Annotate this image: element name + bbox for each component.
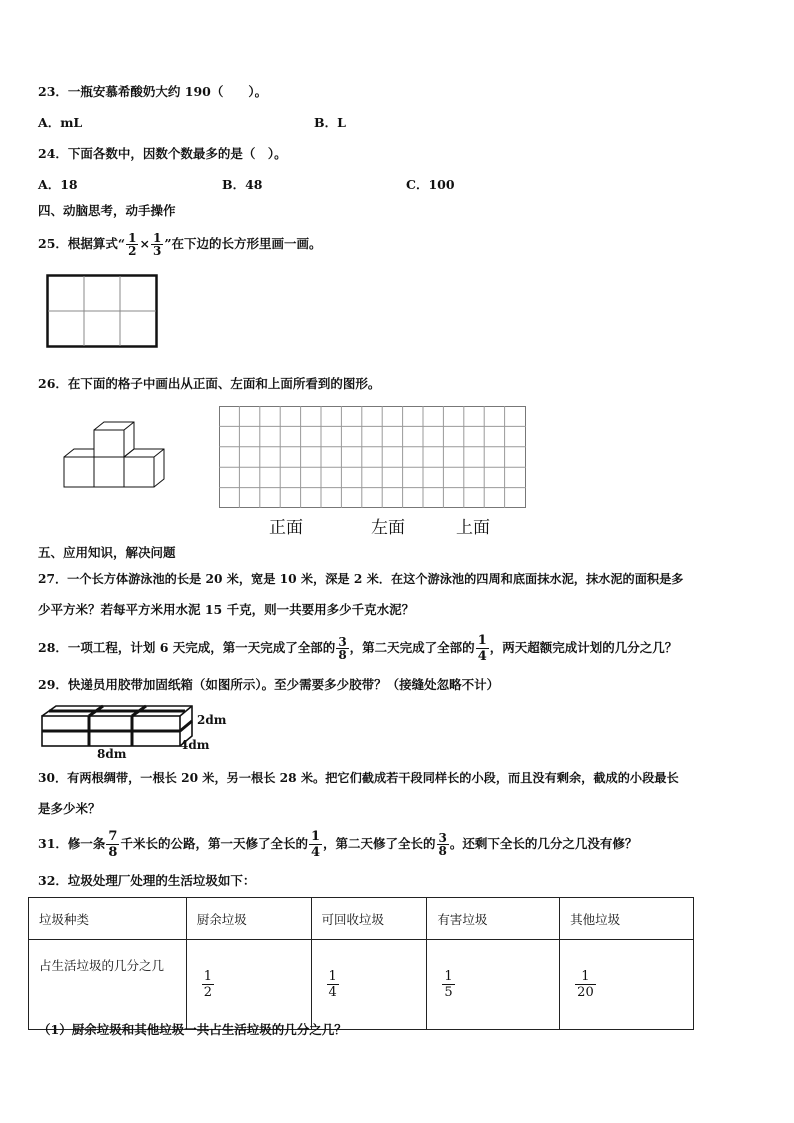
section-5-heading: 五、应用知识，解决问题 <box>38 545 176 560</box>
table-row-label: 占生活垃圾的几分之几 <box>29 940 187 1030</box>
q25-fraction-1: $\frac{1}{2}$ <box>128 231 137 258</box>
q29-box-figure <box>40 702 200 752</box>
q25-stem: 25．根据算式“ $\frac{1}{2}$ × $\frac{1}{3}$ ”在下边的长方形里画一画。 <box>38 231 322 258</box>
q31-fraction-2: $\frac{1}{4}$ <box>310 829 321 860</box>
table-header-cell: 有害垃圾 <box>427 898 560 940</box>
view-label-left: 左面 <box>371 518 405 538</box>
q28-stem: 28．一项工程，计划 6 天完成，第一天完成了全部的 $\frac{3}{8}$ ，第二天完成了全部的 $\frac{1}{4}$ ，两天超额完成计划的几分之几？ <box>38 633 678 664</box>
table-row <box>29 940 694 1030</box>
q26-cube-figure <box>60 418 170 494</box>
q25-fraction-2: $\frac{1}{3}$ <box>152 231 162 258</box>
q30-line-1: 30．有两根绸带，一根长 20 米，另一根长 28 米。把它们截成若干段同样长的小段，而且没有剩余，截成的小段最长 <box>38 771 679 785</box>
q31-fraction-3: $\frac{3}{8}$ <box>438 831 447 858</box>
q29-stem: 29．快递员用胶带加固纸箱（如图所示）。至少需要多少胶带？（接缝处忽略不计） <box>38 677 500 692</box>
table-header-cell: 厨余垃圾 <box>186 898 311 940</box>
q32-stem: 32．垃圾处理厂处理的生活垃圾如下： <box>38 873 256 888</box>
q27-line-2: 少平方米？若每平方米用水泥 15 千克，则一共要用多少千克水泥？ <box>38 602 415 617</box>
q31-stem: 31．修一条 $\frac{7}{8}$ 千米长的公路，第一天修了全长的 $\frac{1}{4}$ ，第二天修了全长的 $\frac{3}{8}$ 。还剩下全长的几分之几没有修？ <box>38 829 638 860</box>
q26-drawing-grid <box>219 406 527 510</box>
garbage-table <box>28 897 694 1030</box>
q28-fraction-2: $\frac{1}{4}$ <box>477 633 487 664</box>
q23-option-a: A．mL <box>38 115 83 130</box>
q27-line-1: 27．一个长方体游泳池的长是 20 米，宽是 10 米，深是 2 米．在这个游泳池的四周和底面抹水泥，抹水泥的面积是多 <box>38 572 684 586</box>
table-header-cell: 垃圾种类 <box>29 898 187 940</box>
view-label-top: 上面 <box>456 518 490 538</box>
q23-stem: 23．一瓶安慕希酸奶大约 190（ ）。 <box>38 84 268 99</box>
view-label-front: 正面 <box>269 518 303 538</box>
q32-sub-question-1: （1）厨余垃圾和其他垃圾一共占生活垃圾的几分之几？ <box>38 1022 347 1037</box>
q24-stem: 24．下面各数中，因数个数最多的是（ ）。 <box>38 146 287 161</box>
table-header-cell: 其他垃圾 <box>560 898 694 940</box>
q24-option-b: B．48 <box>222 177 263 192</box>
table-cell-kitchen: $\frac{1}{2}$ <box>186 940 311 1030</box>
q24-option-c: C．100 <box>406 177 455 192</box>
table-header-row <box>29 898 694 940</box>
q30-line-2: 是多少米？ <box>38 801 101 816</box>
q23-option-b: B．L <box>314 115 346 130</box>
box-height-label: 2dm <box>197 713 227 727</box>
q24-option-a: A．18 <box>38 177 78 192</box>
q26-stem: 26．在下面的格子中画出从正面、左面和上面所看到的图形。 <box>38 376 381 391</box>
table-cell-other: $\frac{1}{20}$ <box>560 940 694 1030</box>
section-4-heading: 四、动脑思考，动手操作 <box>38 203 176 218</box>
box-width-label: 4dm <box>180 738 210 752</box>
table-cell-hazardous: $\frac{1}{5}$ <box>427 940 560 1030</box>
table-cell-recyclable: $\frac{1}{4}$ <box>311 940 427 1030</box>
q28-fraction-1: $\frac{3}{8}$ <box>338 635 347 662</box>
table-header-cell: 可回收垃圾 <box>311 898 427 940</box>
q31-fraction-1: $\frac{7}{8}$ <box>108 829 118 860</box>
box-length-label: 8dm <box>97 747 127 761</box>
q25-rectangle-figure <box>46 274 158 348</box>
